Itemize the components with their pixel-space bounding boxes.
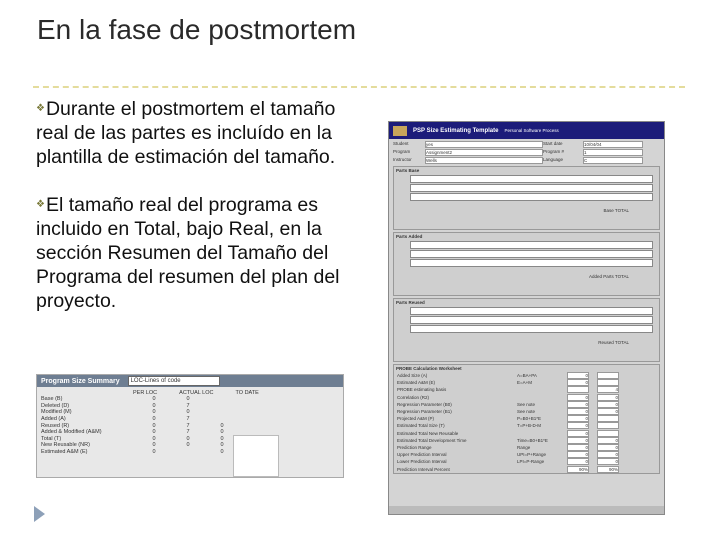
row-label: Estimated A&M (E) — [41, 449, 88, 456]
slide-title: En la fase de postmortem — [37, 14, 357, 45]
section-title: Parts Reused — [396, 300, 425, 305]
probe-size-value[interactable]: 0 — [567, 437, 589, 444]
probe-label: Added Size (A) — [397, 373, 428, 379]
field-label: Student — [393, 141, 409, 146]
bullet-list — [36, 97, 366, 337]
probe-time-value[interactable]: 4 — [597, 386, 619, 393]
summary-title: Program Size Summary — [41, 377, 120, 385]
parts-grid-row[interactable] — [410, 241, 653, 249]
row-value: 0 — [152, 442, 156, 449]
summary-row — [37, 416, 343, 423]
row-value: 0 — [152, 422, 156, 429]
row-value: 0 — [186, 435, 190, 442]
summary-row — [37, 396, 343, 403]
section-total — [394, 268, 659, 281]
probe-time-value[interactable]: 0 — [597, 394, 619, 401]
probe-label: Correlation (R2) — [397, 394, 430, 400]
title-divider — [33, 86, 685, 88]
row-value: 7 — [186, 402, 190, 409]
summary-row — [37, 403, 343, 410]
probe-row — [394, 386, 659, 393]
ornament-bullet-icon: ❖ — [36, 199, 45, 210]
probe-row — [394, 394, 659, 401]
row-value: 0 — [152, 429, 156, 436]
probe-size-value[interactable]: 0 — [567, 422, 589, 429]
probe-label: Lower Prediction Interval — [397, 459, 447, 465]
summary-row — [37, 429, 343, 436]
field-input[interactable]: Wells — [425, 157, 543, 164]
probe-formula: See note — [517, 401, 536, 407]
sei-logo-icon — [393, 126, 407, 136]
field-label: Start date — [543, 141, 563, 146]
probe-size-value[interactable]: 0 — [567, 458, 589, 465]
row-label: Deleted (D) — [41, 402, 70, 409]
summary-row — [37, 449, 343, 456]
row-value: 7 — [186, 429, 190, 436]
section-title: Parts Base — [396, 168, 420, 173]
probe-row — [394, 444, 659, 451]
probe-row — [394, 401, 659, 408]
bullet-text: El tamaño real del programa es incluido en Total, bajo Real, en la sección Resumen del Tamaño del Programa del resumen del plan del proyecto. — [36, 194, 340, 312]
probe-row — [394, 422, 659, 429]
row-value: 0 — [186, 396, 190, 403]
probe-time-value[interactable] — [597, 372, 619, 379]
parts-section — [393, 298, 660, 362]
row-value: 0 — [220, 429, 224, 436]
parts-grid-row[interactable] — [410, 250, 653, 258]
todate-panel — [233, 435, 279, 477]
probe-size-value[interactable]: 0 — [567, 408, 589, 415]
field-input[interactable]: Assignment2 — [425, 149, 543, 156]
parts-grid-row[interactable] — [410, 175, 653, 183]
probe-label: Prediction Range — [397, 444, 432, 450]
field-label: Instructor — [393, 157, 412, 162]
probe-size-value[interactable]: 0 — [567, 401, 589, 408]
parts-grid-row[interactable] — [410, 316, 653, 324]
probe-row — [394, 415, 659, 422]
probe-label: Estimated A&M (E) — [397, 380, 436, 386]
field-input[interactable]: 1 — [583, 149, 643, 156]
probe-worksheet — [393, 364, 660, 474]
probe-formula: P=B0+B1*E — [517, 416, 542, 422]
row-value: 7 — [186, 416, 190, 423]
total-label: Base TOTAL — [603, 208, 629, 213]
probe-label: Estimated Total New Reusable — [397, 430, 459, 436]
probe-time-value[interactable] — [597, 379, 619, 386]
probe-label: Regression Parameter (B1) — [397, 409, 452, 415]
summary-row — [37, 442, 343, 449]
parts-grid-row[interactable] — [410, 193, 653, 201]
probe-row — [394, 465, 659, 472]
row-value: 0 — [220, 422, 224, 429]
parts-grid-row[interactable] — [410, 307, 653, 315]
probe-size-value[interactable]: 0 — [567, 444, 589, 451]
probe-title: PROBE Calculation Worksheet — [396, 366, 462, 371]
probe-size-value[interactable] — [567, 386, 589, 393]
probe-formula: Range — [517, 444, 531, 450]
probe-size-value[interactable]: 0 — [567, 451, 589, 458]
probe-time-value[interactable] — [597, 430, 619, 437]
probe-label: Regression Parameter (B0) — [397, 401, 452, 407]
row-value: 0 — [220, 435, 224, 442]
probe-row — [394, 430, 659, 437]
probe-time-value[interactable]: 0 — [597, 458, 619, 465]
unit-select[interactable]: LOC-Lines of code — [128, 376, 220, 386]
probe-time-value[interactable]: 90% — [597, 466, 619, 473]
column-header: TO DATE — [235, 390, 259, 396]
field-label: Program — [393, 149, 411, 154]
row-label: Base (B) — [41, 396, 63, 403]
field-input[interactable]: C — [583, 157, 643, 164]
probe-row — [394, 458, 659, 465]
probe-formula: See note — [517, 409, 536, 415]
psp-sections — [389, 166, 664, 362]
parts-section — [393, 166, 660, 230]
probe-time-value[interactable]: 0 — [597, 401, 619, 408]
parts-section — [393, 232, 660, 296]
probe-label: Estimated Total Development Time — [397, 437, 467, 443]
probe-size-value[interactable]: 0 — [567, 430, 589, 437]
field-label: Program # — [543, 149, 565, 154]
probe-size-value[interactable]: 0 — [567, 372, 589, 379]
bullet-text: Durante el postmortem el tamaño real de las partes es incluído en la plantilla de estimación del tamaño. — [36, 98, 336, 168]
field-input[interactable]: yes — [425, 141, 543, 148]
row-label: Reused (R) — [41, 422, 70, 429]
row-value: 0 — [220, 442, 224, 449]
row-value: 0 — [152, 435, 156, 442]
probe-formula: LPI=P-Range — [517, 459, 545, 465]
summary-rows — [37, 396, 343, 455]
probe-label: Upper Prediction Interval — [397, 452, 447, 458]
summary-row — [37, 422, 343, 429]
probe-formula: T=P+B-D-M — [517, 423, 542, 429]
row-value: 0 — [152, 402, 156, 409]
probe-time-value[interactable]: 0 — [597, 451, 619, 458]
probe-label: Prediction Interval Percent — [397, 466, 450, 472]
summary-row — [37, 409, 343, 416]
parts-grid-row[interactable] — [410, 259, 653, 267]
probe-time-value[interactable]: 0 — [597, 437, 619, 444]
section-title: Parts Added — [396, 234, 423, 239]
field-input[interactable]: 10/04/04 — [583, 141, 643, 148]
probe-label: Projected A&M (P) — [397, 416, 435, 422]
psp-fields — [393, 141, 660, 164]
bullet-item — [36, 193, 366, 313]
column-header: ACTUAL LOC — [179, 390, 214, 396]
row-value: 0 — [152, 416, 156, 423]
program-size-summary-screenshot — [36, 374, 344, 478]
summary-row — [37, 436, 343, 443]
row-value: 0 — [186, 442, 190, 449]
row-label: New Reusable (NR) — [41, 442, 90, 449]
row-label: Modified (M) — [41, 409, 72, 416]
probe-label: Estimated Total Size (T) — [397, 423, 445, 429]
probe-size-value[interactable]: 90% — [567, 466, 589, 473]
parts-grid-row[interactable] — [410, 325, 653, 333]
psp-title: PSP Size Estimating Template — [413, 127, 499, 134]
row-label: Added & Modified (A&M) — [41, 429, 102, 436]
probe-formula: Time=B0+B1*E — [517, 437, 548, 443]
probe-size-value[interactable]: 0 — [567, 379, 589, 386]
row-value: 0 — [152, 396, 156, 403]
probe-time-value[interactable] — [597, 415, 619, 422]
row-label: Total (T) — [41, 435, 62, 442]
psp-subtitle: Personal Software Process — [504, 128, 559, 133]
column-header: PER LOC — [133, 390, 158, 396]
probe-label: PROBE estimating basis — [397, 387, 447, 393]
ornament-bullet-icon: ❖ — [36, 103, 45, 114]
row-value: 0 — [152, 449, 156, 456]
probe-formula: A=BA+PA — [517, 373, 537, 379]
record-navigation-bar[interactable] — [389, 506, 664, 514]
probe-time-value[interactable]: 0 — [597, 408, 619, 415]
row-value: 0 — [220, 449, 224, 456]
psp-template-screenshot — [388, 121, 665, 515]
psp-header — [389, 122, 664, 139]
row-label: Added (A) — [41, 416, 66, 423]
probe-time-value[interactable]: 0 — [597, 444, 619, 451]
section-total — [394, 334, 659, 347]
next-arrow-icon[interactable] — [34, 506, 45, 522]
probe-row — [394, 372, 659, 379]
field-label: Language — [543, 157, 564, 162]
probe-row — [394, 451, 659, 458]
summary-header — [37, 375, 343, 387]
probe-formula: E=A+M — [517, 380, 533, 386]
row-value: 7 — [186, 422, 190, 429]
row-value: 0 — [152, 409, 156, 416]
total-label: Added Parts TOTAL — [588, 274, 629, 279]
probe-time-value[interactable] — [597, 422, 619, 429]
probe-rows — [394, 372, 659, 473]
parts-grid-row[interactable] — [410, 184, 653, 192]
probe-size-value[interactable]: 0 — [567, 394, 589, 401]
section-total — [394, 202, 659, 215]
total-label: Reused TOTAL — [598, 340, 629, 345]
bullet-item — [36, 97, 366, 169]
probe-row — [394, 379, 659, 386]
probe-row — [394, 437, 659, 444]
probe-formula: UPI=P+Range — [517, 452, 547, 458]
probe-size-value[interactable]: 0 — [567, 415, 589, 422]
row-value: 0 — [186, 409, 190, 416]
probe-row — [394, 408, 659, 415]
